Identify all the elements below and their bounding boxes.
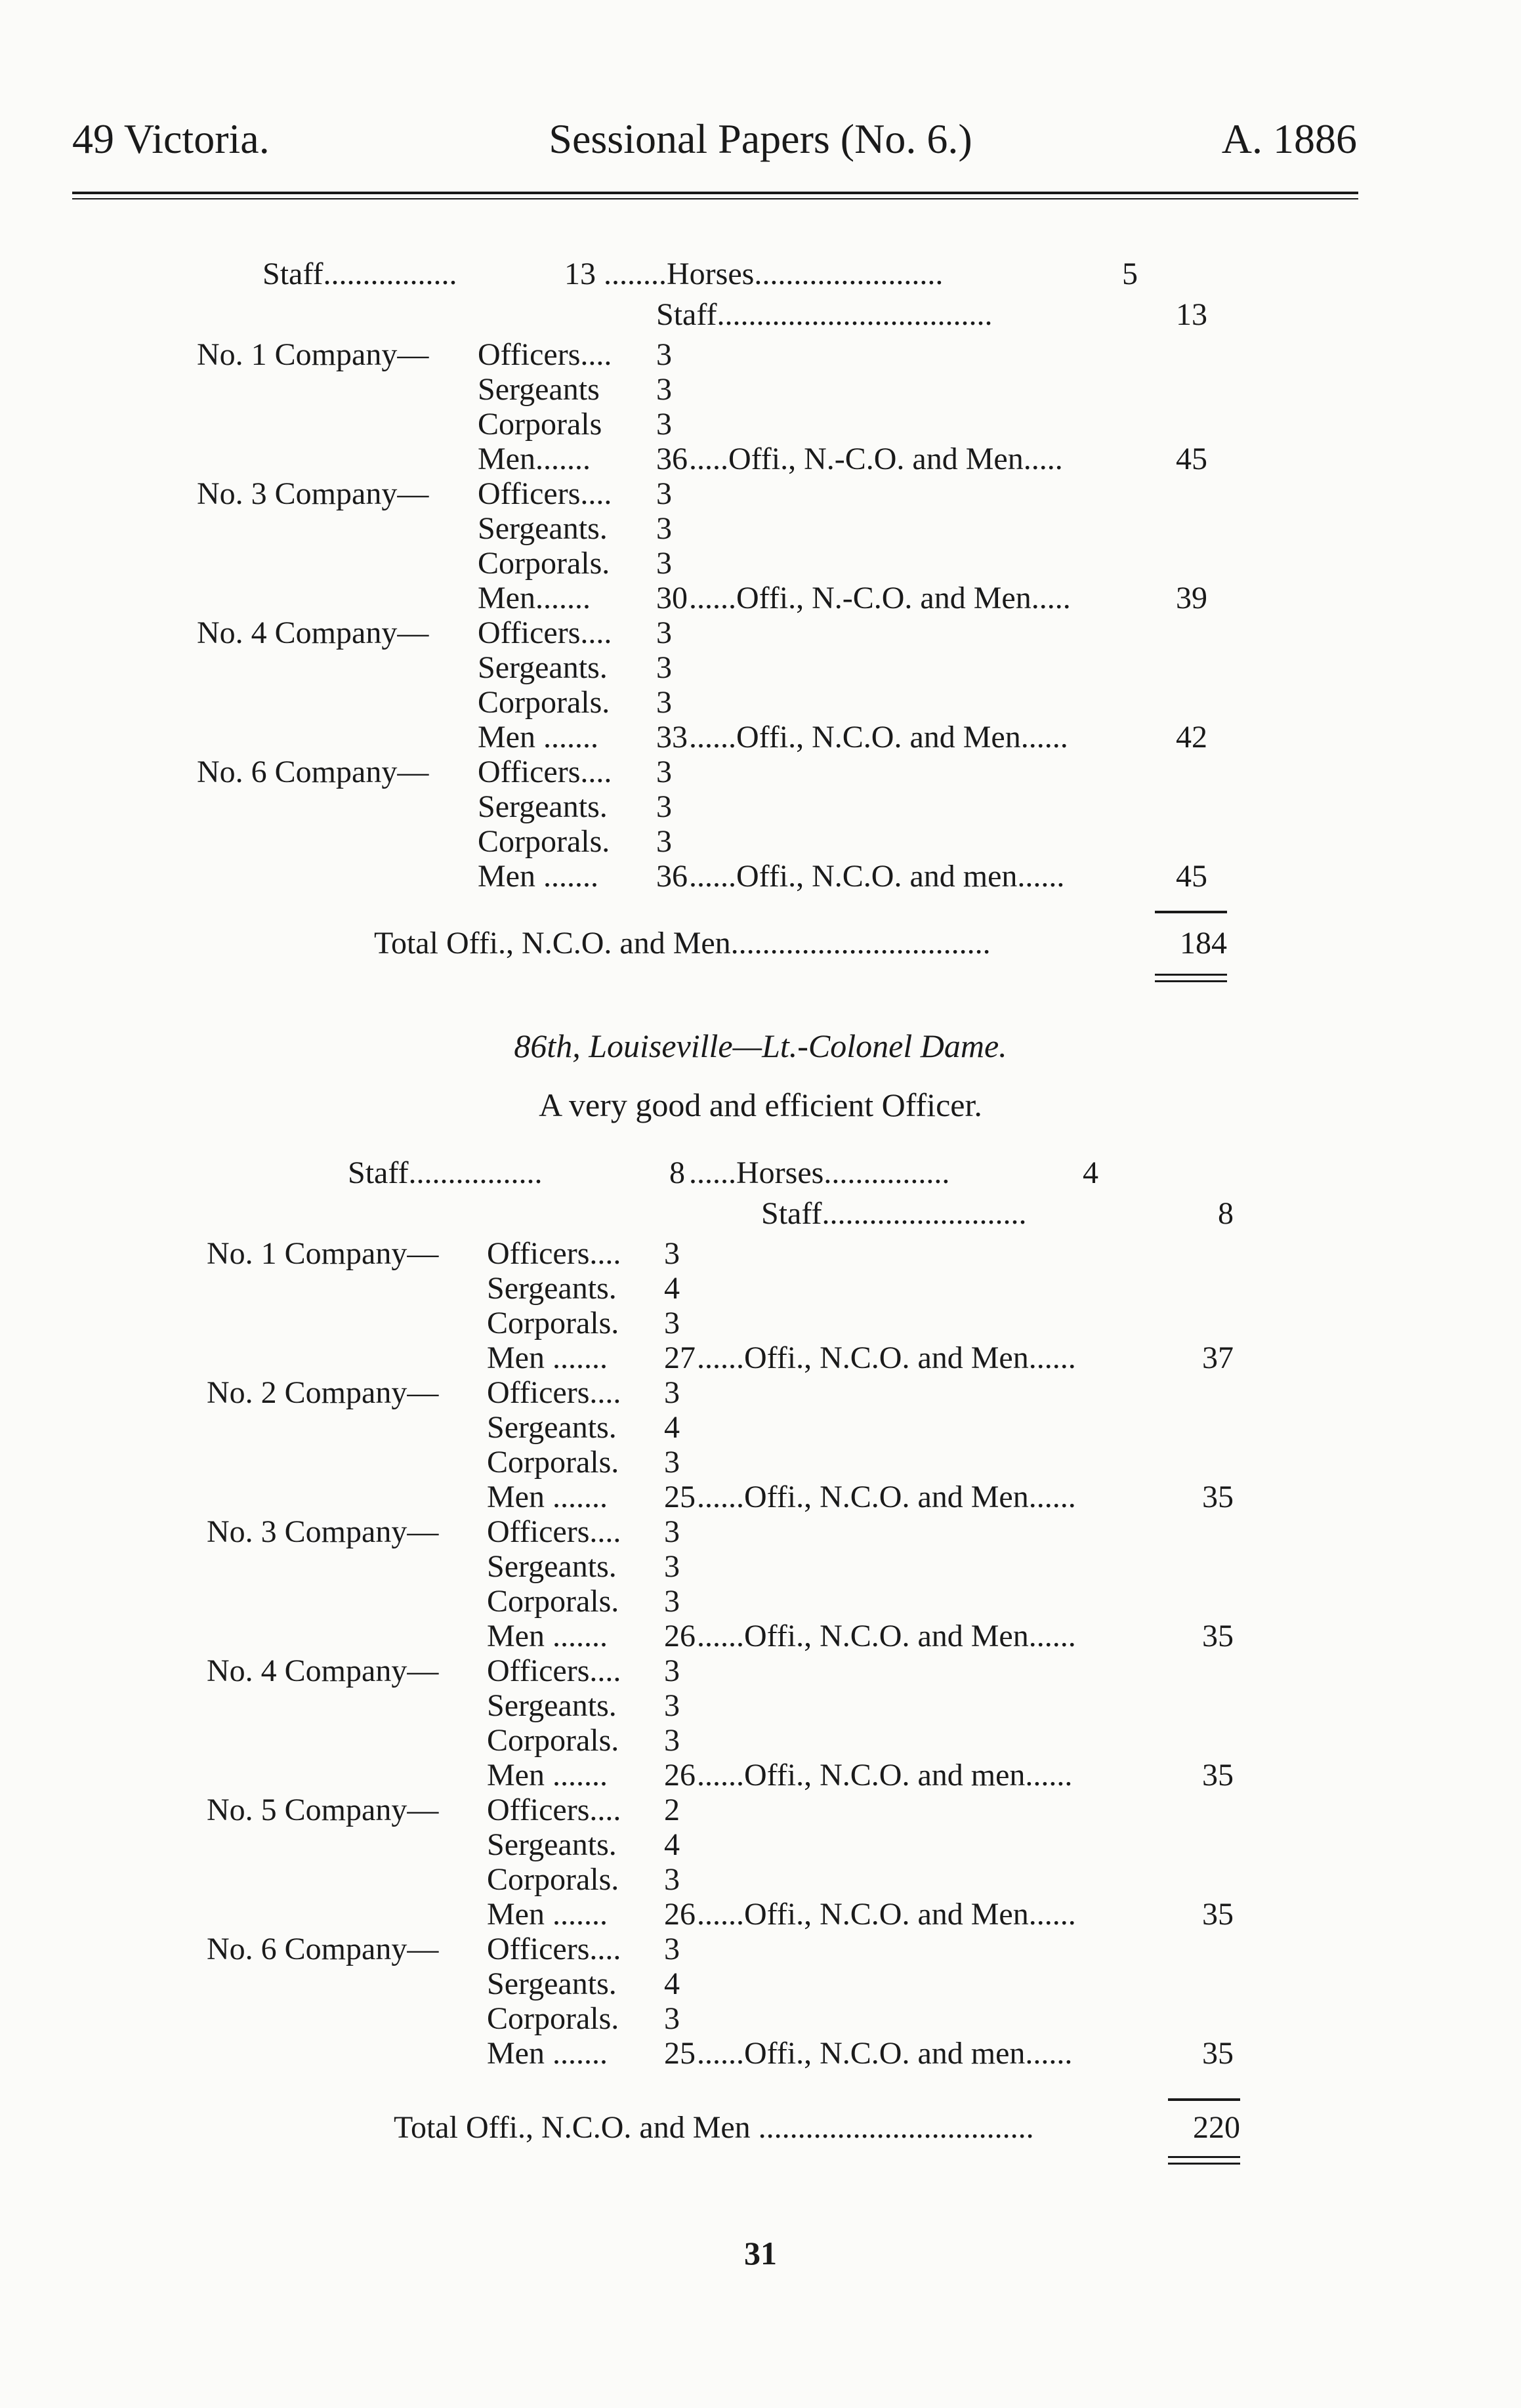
rank-count: 4 — [664, 1827, 680, 1862]
grand-total-value: 220 — [1193, 2110, 1240, 2145]
staff-total-value: 8 — [1218, 1196, 1234, 1231]
staff-total-label: Staff.......................... — [761, 1196, 1027, 1231]
rank-count: 4 — [664, 1271, 680, 1306]
company-name: No. 6 Company— — [207, 1932, 439, 1966]
rank-label: Officers.... — [478, 337, 612, 372]
rank-label: Corporals. — [487, 1445, 619, 1480]
rank-label: Officers.... — [487, 1375, 621, 1410]
rank-count: 3 — [656, 755, 672, 789]
total-rule — [1168, 2098, 1240, 2101]
rank-label: Men ....... — [487, 1897, 608, 1932]
company-summary: .....Offi., N.-C.O. and Men..... — [689, 442, 1063, 476]
rank-label: Officers.... — [478, 476, 612, 511]
rank-count: 3 — [656, 685, 672, 720]
rank-count: 3 — [656, 824, 672, 859]
rank-label: Corporals. — [478, 824, 610, 859]
horses-label: ......Horses................ — [689, 1155, 950, 1190]
horses-label: ........Horses........................ — [604, 257, 944, 291]
rank-label: Sergeants. — [487, 1966, 617, 2001]
rank-label: Officers.... — [478, 755, 612, 789]
horses-count: 5 — [1122, 257, 1138, 291]
company-total: 35 — [1202, 1897, 1234, 1932]
battalion-2-return — [0, 1155, 1521, 2218]
header-year: A. 1886 — [1221, 115, 1357, 162]
rank-count: 3 — [656, 372, 672, 407]
horses-count: 4 — [1083, 1155, 1098, 1190]
company-total: 35 — [1202, 1758, 1234, 1793]
rank-count: 2 — [664, 1793, 680, 1827]
double-rule-top — [1168, 2156, 1240, 2158]
rank-count: 3 — [664, 1514, 680, 1549]
company-name: No. 1 Company— — [197, 337, 429, 372]
rank-count: 3 — [664, 1862, 680, 1897]
rank-label: Corporals. — [478, 685, 610, 720]
rank-label: Sergeants. — [487, 1549, 617, 1584]
rank-label: Sergeants. — [478, 789, 608, 824]
rank-count: 3 — [664, 1653, 680, 1688]
company-name: No. 5 Company— — [207, 1793, 439, 1827]
double-rule-top — [1155, 974, 1227, 976]
staff-count: 13 — [564, 257, 596, 291]
rank-count: 3 — [664, 2001, 680, 2036]
double-rule-bottom — [1168, 2163, 1240, 2165]
grand-total-value: 184 — [1180, 926, 1227, 961]
rank-label: Sergeants. — [487, 1271, 617, 1306]
rank-count: 26 — [664, 1619, 696, 1653]
rank-count: 30 — [656, 581, 688, 615]
rank-count: 3 — [664, 1306, 680, 1340]
rank-label: Officers.... — [487, 1514, 621, 1549]
rank-label: Men ....... — [478, 720, 598, 755]
rank-label: Sergeants. — [478, 511, 608, 546]
company-name: No. 6 Company— — [197, 755, 429, 789]
rank-label: Sergeants. — [478, 650, 608, 685]
company-summary: ......Offi., N.C.O. and Men...... — [697, 1897, 1076, 1932]
rank-count: 36 — [656, 442, 688, 476]
staff-count: 8 — [669, 1155, 685, 1190]
rank-label: Corporals. — [487, 1584, 619, 1619]
company-total: 42 — [1176, 720, 1207, 755]
company-summary: ......Offi., N.C.O. and Men...... — [697, 1619, 1076, 1653]
page-number: 31 — [744, 2235, 777, 2272]
rank-count: 3 — [664, 1584, 680, 1619]
company-summary: ......Offi., N.C.O. and Men...... — [697, 1480, 1076, 1514]
grand-total-label: Total Offi., N.C.O. and Men ................................... — [394, 2110, 1034, 2145]
rank-count: 3 — [656, 476, 672, 511]
company-total: 35 — [1202, 1619, 1234, 1653]
rank-count: 3 — [656, 511, 672, 546]
company-total: 35 — [1202, 1480, 1234, 1514]
company-name: No. 3 Company— — [197, 476, 429, 511]
staff-total-label: Staff................................... — [656, 297, 993, 332]
staff-total-value: 13 — [1176, 297, 1207, 332]
double-rule-bottom — [1155, 980, 1227, 982]
rank-label: Officers.... — [487, 1236, 621, 1271]
rank-count: 3 — [664, 1236, 680, 1271]
company-name: No. 1 Company— — [207, 1236, 439, 1271]
rank-count: 3 — [656, 546, 672, 581]
battalion-heading: 86th, Louiseville—Lt.-Colonel Dame. — [514, 1028, 1007, 1064]
company-summary: ......Offi., N.C.O. and Men...... — [689, 720, 1068, 755]
rank-label: Men ....... — [487, 2036, 608, 2071]
rank-label: Officers.... — [478, 615, 612, 650]
company-total: 45 — [1176, 859, 1207, 894]
company-name: No. 4 Company— — [197, 615, 429, 650]
company-summary: ......Offi., N.C.O. and men...... — [689, 859, 1065, 894]
header-rule — [72, 192, 1358, 194]
company-summary: ......Offi., N.C.O. and Men...... — [697, 1340, 1076, 1375]
rank-count: 3 — [664, 1549, 680, 1584]
rank-count: 4 — [664, 1410, 680, 1445]
rank-label: Sergeants. — [487, 1688, 617, 1723]
header-title: Sessional Papers (No. 6.) — [549, 115, 972, 162]
rank-count: 26 — [664, 1897, 696, 1932]
rank-label: Men ....... — [487, 1758, 608, 1793]
rank-label: Men ....... — [487, 1480, 608, 1514]
rank-label: Sergeants. — [487, 1827, 617, 1862]
officer-remark: A very good and efficient Officer. — [539, 1087, 982, 1123]
rank-count: 3 — [664, 1445, 680, 1480]
company-summary: ......Offi., N.C.O. and men...... — [697, 1758, 1073, 1793]
rank-count: 26 — [664, 1758, 696, 1793]
rank-count: 3 — [664, 1932, 680, 1966]
company-summary: ......Offi., N.-C.O. and Men..... — [689, 581, 1071, 615]
rank-label: Men ....... — [487, 1619, 608, 1653]
rank-label: Corporals. — [478, 546, 610, 581]
rank-label: Officers.... — [487, 1653, 621, 1688]
rank-label: Corporals. — [487, 1723, 619, 1758]
rank-count: 3 — [664, 1375, 680, 1410]
rank-count: 33 — [656, 720, 688, 755]
rank-label: Men ....... — [487, 1340, 608, 1375]
rank-label: Officers.... — [487, 1932, 621, 1966]
rank-count: 3 — [664, 1723, 680, 1758]
running-header — [0, 115, 1521, 180]
grand-total-label: Total Offi., N.C.O. and Men................................. — [374, 926, 991, 961]
rank-label: Men....... — [478, 442, 591, 476]
rank-label: Sergeants — [478, 372, 600, 407]
rank-label: Men....... — [478, 581, 591, 615]
header-rule-thin — [72, 198, 1358, 199]
rank-count: 4 — [664, 1966, 680, 2001]
rank-label: Corporals — [478, 407, 602, 442]
rank-count: 3 — [656, 789, 672, 824]
rank-label: Corporals. — [487, 1306, 619, 1340]
rank-count: 25 — [664, 2036, 696, 2071]
rank-count: 27 — [664, 1340, 696, 1375]
company-name: No. 2 Company— — [207, 1375, 439, 1410]
rank-count: 25 — [664, 1480, 696, 1514]
rank-count: 3 — [664, 1688, 680, 1723]
battalion-1-return — [0, 256, 1521, 1010]
staff-label: Staff................. — [348, 1155, 543, 1190]
header-session: 49 Victoria. — [72, 115, 270, 162]
rank-label: Sergeants. — [487, 1410, 617, 1445]
rank-count: 3 — [656, 407, 672, 442]
total-rule — [1155, 911, 1227, 913]
rank-count: 3 — [656, 650, 672, 685]
company-total: 45 — [1176, 442, 1207, 476]
rank-label: Officers.... — [487, 1793, 621, 1827]
rank-count: 3 — [656, 615, 672, 650]
company-total: 39 — [1176, 581, 1207, 615]
company-name: No. 4 Company— — [207, 1653, 439, 1688]
company-total: 37 — [1202, 1340, 1234, 1375]
rank-label: Corporals. — [487, 1862, 619, 1897]
company-name: No. 3 Company— — [207, 1514, 439, 1549]
staff-label: Staff................. — [262, 257, 457, 291]
rank-label: Corporals. — [487, 2001, 619, 2036]
company-total: 35 — [1202, 2036, 1234, 2071]
rank-label: Men ....... — [478, 859, 598, 894]
rank-count: 3 — [656, 337, 672, 372]
company-summary: ......Offi., N.C.O. and men...... — [697, 2036, 1073, 2071]
rank-count: 36 — [656, 859, 688, 894]
